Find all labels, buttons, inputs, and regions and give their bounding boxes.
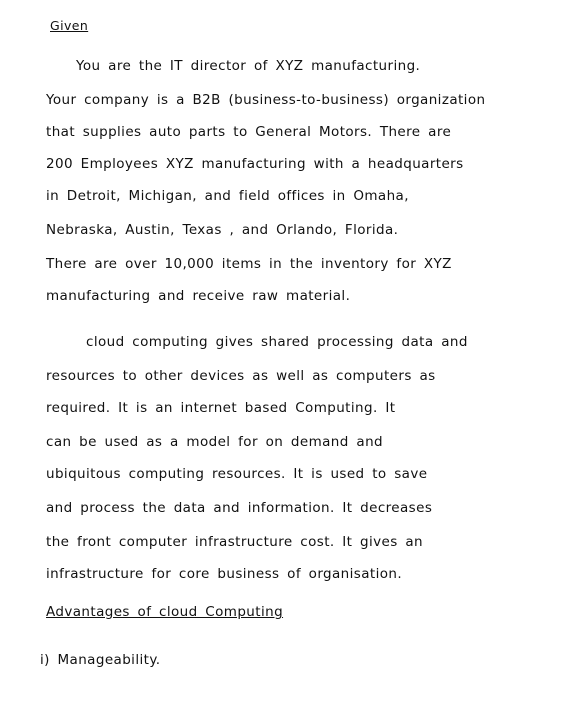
p2-line-3: required. It is an internet based Computing. It (46, 400, 396, 416)
p1-line-3: that supplies auto parts to General Motors. There are (46, 124, 452, 140)
given-heading: Given (50, 18, 89, 33)
p1-line-6: Nebraska, Austin, Texas , and Orlando, Florida. (46, 222, 399, 238)
advantages-heading: Advantages of cloud Computing (46, 604, 284, 620)
p2-line-6: and process the data and information. It decreases (46, 500, 433, 516)
p1-line-8: manufacturing and receive raw material. (46, 288, 351, 304)
p1-line-2: Your company is a B2B (business-to-business) organization (46, 92, 486, 108)
p1-line-1: You are the IT director of XYZ manufacturing. (76, 58, 421, 74)
p2-line-4: can be used as a model for on demand and (46, 434, 384, 450)
p1-line-5: in Detroit, Michigan, and field offices in Omaha, (46, 188, 409, 204)
p2-line-1: cloud computing gives shared processing data and (86, 334, 468, 350)
p2-line-5: ubiquitous computing resources. It is used to save (46, 466, 428, 482)
p2-line-2: resources to other devices as well as computers as (46, 368, 436, 384)
p2-line-8: infrastructure for core business of organisation. (46, 566, 403, 582)
list-item-manageability: i) Manageability. (40, 652, 161, 668)
p2-line-7: the front computer infrastructure cost. It gives an (46, 534, 424, 550)
p1-line-7: There are over 10,000 items in the inventory for XYZ (46, 256, 452, 272)
p1-line-4: 200 Employees XYZ manufacturing with a headquarters (46, 156, 464, 172)
